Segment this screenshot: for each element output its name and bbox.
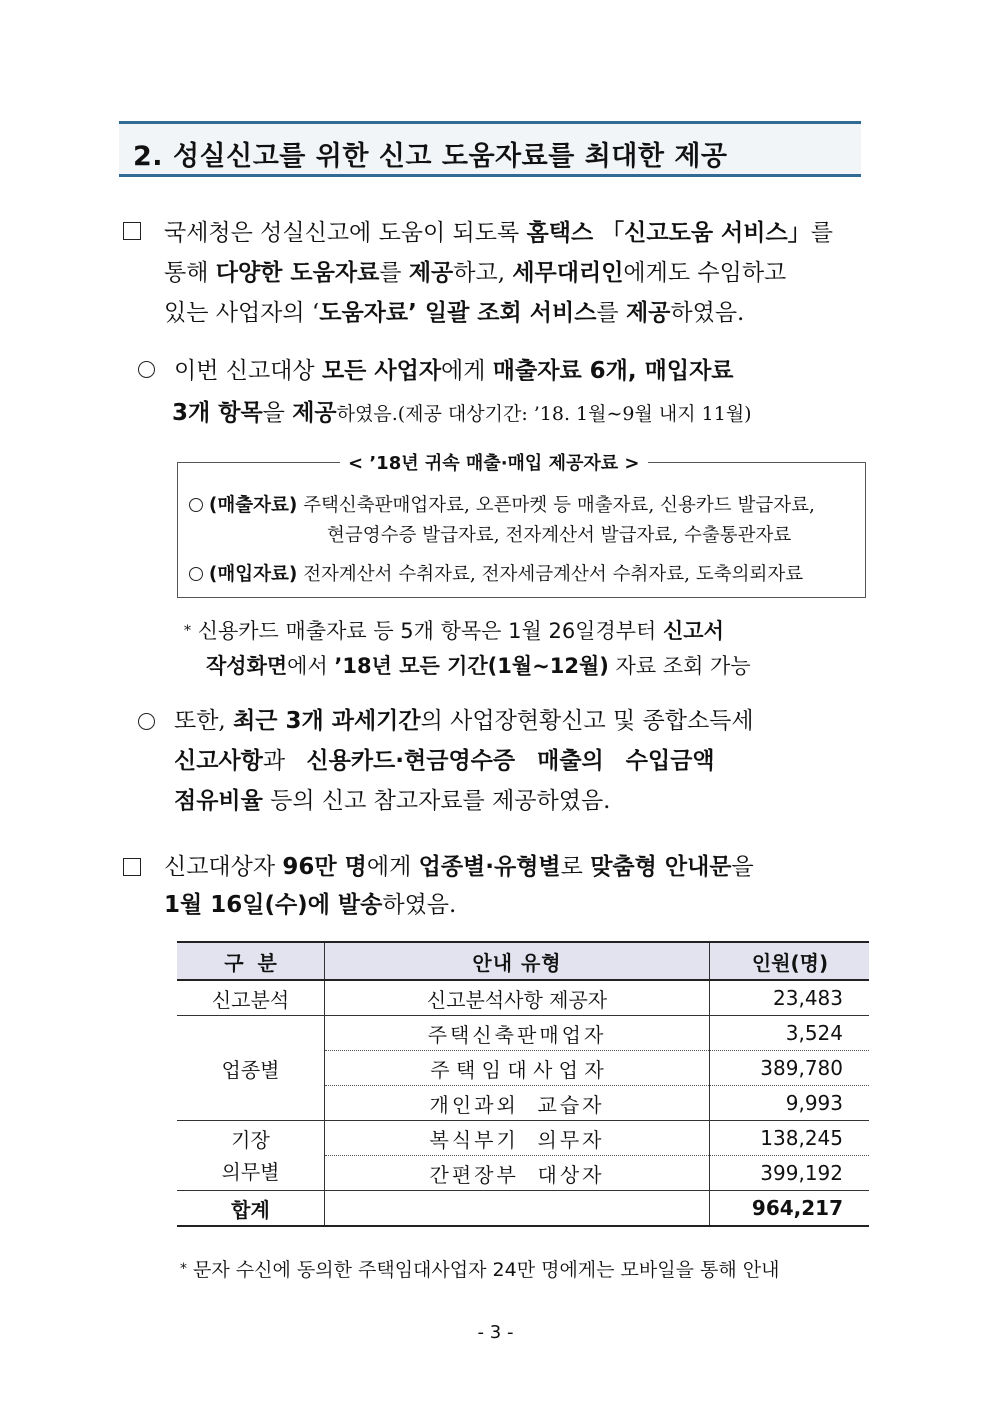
- text: 에게: [441, 358, 493, 384]
- paragraph-4-checkbox: [123, 858, 141, 880]
- bold-text: 제공: [408, 260, 454, 286]
- paragraph-3-circle: [138, 713, 155, 734]
- table-cell-type: 개인과외 교습자: [325, 1086, 710, 1121]
- bold-text: 1월 16일(수)에 발송: [164, 892, 383, 918]
- sales-items: 주택신축판매업자료, 오픈마켓 등 매출자료, 신용카드 발급자료,: [303, 495, 815, 516]
- bold-text: 다양한 도움자료: [215, 260, 380, 286]
- paragraph-4-line-1: [164, 850, 754, 884]
- table-total-row: [177, 1191, 869, 1227]
- text: 를: [596, 300, 626, 326]
- table-cell-type: 신고분석사항 제공자: [325, 980, 710, 1016]
- table-cell-type: 주택신축판매업자: [325, 1016, 710, 1051]
- text: 을: [262, 400, 293, 426]
- table-cell-count: 3,524: [710, 1016, 870, 1051]
- total-label: 합계: [177, 1191, 325, 1227]
- table-cell-count: 389,780: [710, 1051, 870, 1086]
- paragraph-2-line-1: [174, 354, 734, 388]
- notice-type-table: [177, 941, 869, 1227]
- section-title-text: 2. 성실신고를 위한 신고 도움자료를 최대한 제공: [133, 141, 728, 172]
- text: 국세청은 성실신고에 도움이 되도록: [164, 220, 527, 246]
- header-notice-type: 안내 유형: [325, 942, 710, 980]
- text: 를: [379, 260, 409, 286]
- note-1-line-1: * 신용카드 매출자료 등 5개 항목은 1월 26일경부터 신고서: [184, 619, 724, 643]
- paragraph-4-line-2: [164, 888, 456, 922]
- text: 에서: [287, 654, 335, 678]
- bold-text: 모든 사업자: [321, 358, 442, 384]
- paragraph-1-line-1: [164, 216, 833, 250]
- bold-text: ’18년 모든 기간(1월∼12월): [334, 654, 609, 678]
- note-1-line-2: [206, 650, 751, 682]
- text: 통해: [164, 260, 216, 286]
- note-2-text: 문자 수신에 동의한 주택임대사업자 24만 명에게는 모바일을 통해 안내: [193, 1259, 780, 1281]
- table-cell-group: [177, 1121, 325, 1191]
- table-row: [177, 1121, 869, 1156]
- bold-text: 세무대리인: [512, 260, 624, 286]
- table-header-row: [177, 942, 869, 980]
- purchase-items: 전자계산서 수취자료, 전자세금계산서 수취자료, 도축의뢰자료: [303, 564, 804, 585]
- text: 를: [810, 220, 833, 246]
- text: 하였음.: [670, 300, 745, 326]
- text: 자료 조회 가능: [608, 654, 751, 678]
- page-number: - 3 -: [477, 1322, 514, 1343]
- bold-text: 맞춤형 안내문: [590, 854, 732, 880]
- group-label-line-1: 기장: [231, 1127, 270, 1152]
- total-value: 964,217: [710, 1191, 870, 1227]
- paragraph-3-line-3: [174, 784, 610, 818]
- total-empty-cell: [325, 1191, 710, 1227]
- bold-text: 최근 3개 과세기간: [233, 708, 421, 734]
- group-label-line-2: 의무별: [221, 1159, 280, 1184]
- text: 이번 신고대상: [174, 358, 322, 384]
- header-category: 구 분: [177, 942, 325, 980]
- text: 을: [731, 854, 754, 880]
- text: 또한,: [174, 708, 234, 734]
- text: 신용카드 매출자료 등 5개 항목은 1월 26일경부터: [197, 619, 664, 643]
- table-cell-group: 업종별: [177, 1016, 325, 1121]
- header-count: 인원(명): [710, 942, 870, 980]
- bold-text: 점유비율: [174, 788, 263, 814]
- bold-text: 매출자료 6개, 매입자료: [492, 358, 734, 384]
- bold-text: 도움자료’ 일괄 조회 서비스: [319, 300, 597, 326]
- bold-text: 신용카드·현금영수증 매출의 수입금액: [306, 748, 715, 774]
- text: 로: [560, 854, 591, 880]
- text: 과: [262, 748, 307, 774]
- table-cell-type: 주 택 임 대 사 업 자: [325, 1051, 710, 1086]
- table-cell-count: 23,483: [710, 980, 870, 1016]
- table-cell-count: 9,993: [710, 1086, 870, 1121]
- text: 있는 사업자의 ‘: [164, 300, 320, 326]
- paragraph-2-line-2: [172, 396, 752, 431]
- paragraph-1-line-3: [164, 296, 744, 330]
- bold-text: 홈택스 「신고도움 서비스」: [526, 220, 811, 246]
- paragraph-3-line-2: [174, 744, 715, 778]
- table-cell-group: 신고분석: [177, 980, 325, 1016]
- table-cell-type: 간편장부 대상자: [325, 1156, 710, 1191]
- text: 에게도 수임하고: [623, 260, 787, 286]
- provided-data-box-title: < ’18년 귀속 매출·매입 제공자료 >: [340, 449, 648, 475]
- table-cell-count: 138,245: [710, 1121, 870, 1156]
- table-cell-type: 복식부기 의무자: [325, 1121, 710, 1156]
- bold-text: 제공: [625, 300, 671, 326]
- circle-bullet: [189, 498, 203, 512]
- bold-text: 3개 항목: [172, 400, 263, 426]
- bold-text: 96만 명: [282, 854, 367, 880]
- purchase-label: (매입자료): [208, 564, 298, 585]
- text: 하고,: [453, 260, 513, 286]
- paragraph-2-circle: [138, 361, 155, 382]
- bold-text: 업종별·유형별: [418, 854, 561, 880]
- sales-data-line-2: 현금영수증 발급자료, 전자계산서 발급자료, 수출통관자료: [327, 525, 792, 546]
- text: 하였음.(제공 대상기간: ’18. 1월∼9월 내지 11월): [336, 403, 752, 425]
- paragraph-3-line-1: [174, 704, 754, 738]
- table-row: [177, 980, 869, 1016]
- text: 신고대상자: [164, 854, 283, 880]
- section-title: [119, 121, 861, 177]
- paragraph-1-line-2: [164, 256, 786, 290]
- text: 하였음.: [382, 892, 457, 918]
- note-2: * 문자 수신에 동의한 주택임대사업자 24만 명에게는 모바일을 통해 안내: [180, 1259, 780, 1281]
- table-row: [177, 1016, 869, 1051]
- bold-text: 신고사항: [174, 748, 263, 774]
- sales-label: (매출자료): [208, 495, 298, 516]
- circle-bullet: [189, 567, 203, 581]
- bold-text: 신고서: [663, 619, 724, 643]
- text: 에게: [366, 854, 419, 880]
- text: 등의 신고 참고자료를 제공하였음.: [262, 788, 611, 814]
- table-cell-count: 399,192: [710, 1156, 870, 1191]
- purchase-data-line: [189, 561, 803, 589]
- paragraph-1-checkbox: [123, 222, 141, 244]
- sales-data-line-1: [189, 492, 815, 520]
- bold-text: 작성화면: [206, 654, 288, 678]
- bold-text: 제공: [292, 400, 337, 426]
- text: 의 사업장현황신고 및 종합소득세: [420, 708, 754, 734]
